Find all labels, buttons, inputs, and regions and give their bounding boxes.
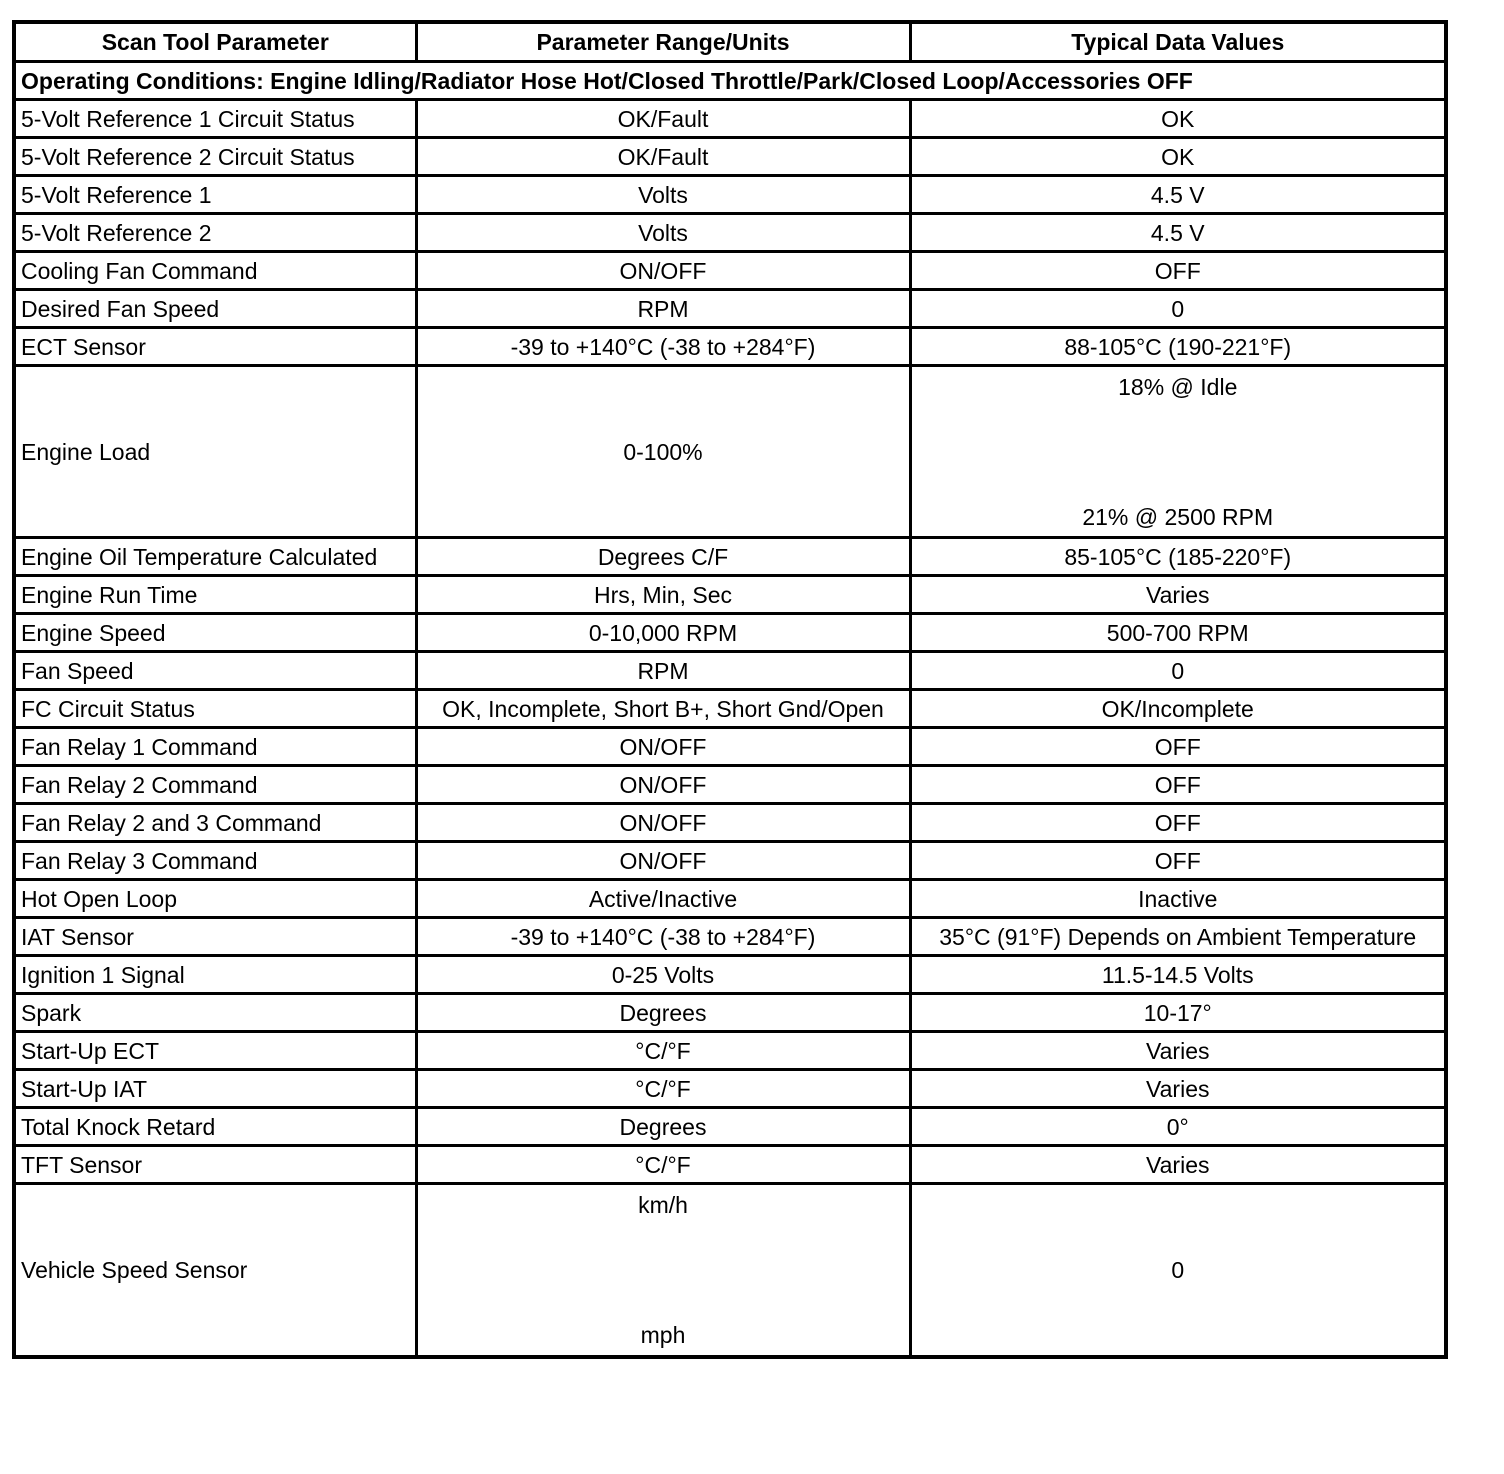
range-cell: 0-25 Volts (416, 956, 910, 994)
range-cell: Degrees (416, 994, 910, 1032)
table-row (14, 1032, 1446, 1070)
parameter-cell: Fan Relay 2 Command (14, 766, 416, 804)
typical-cell: Varies (910, 576, 1446, 614)
table-row (14, 690, 1446, 728)
table-row (14, 214, 1446, 252)
range-cell: °C/°F (416, 1070, 910, 1108)
table-row (14, 1146, 1446, 1184)
table-row (14, 804, 1446, 842)
typical-cell: Inactive (910, 880, 1446, 918)
table-row (14, 1108, 1446, 1146)
typical-cell: 85-105°C (185-220°F) (910, 538, 1446, 576)
typical-cell: 0 (910, 290, 1446, 328)
range-cell: RPM (416, 290, 910, 328)
table-row (14, 614, 1446, 652)
parameter-cell: Fan Relay 3 Command (14, 842, 416, 880)
range-cell: ON/OFF (416, 804, 910, 842)
range-cell: 0-10,000 RPM (416, 614, 910, 652)
typical-cell: OFF (910, 842, 1446, 880)
parameter-cell: IAT Sensor (14, 918, 416, 956)
table-row (14, 576, 1446, 614)
parameter-cell: 5-Volt Reference 2 (14, 214, 416, 252)
table-row (14, 1184, 1446, 1358)
range-cell: -39 to +140°C (-38 to +284°F) (416, 918, 910, 956)
range-cell: Degrees (416, 1108, 910, 1146)
header-row (14, 22, 1446, 62)
typical-bottom: 21% @ 2500 RPM (1082, 503, 1274, 530)
range-cell: OK, Incomplete, Short B+, Short Gnd/Open (416, 690, 910, 728)
range-cell: -39 to +140°C (-38 to +284°F) (416, 328, 910, 366)
typical-cell: 4.5 V (910, 214, 1446, 252)
range-cell: Volts (416, 176, 910, 214)
parameter-cell: Total Knock Retard (14, 1108, 416, 1146)
range-cell: ON/OFF (416, 842, 910, 880)
range-cell (416, 1184, 910, 1358)
typical-stack (917, 374, 1440, 530)
typical-cell: OFF (910, 252, 1446, 290)
range-cell: Active/Inactive (416, 880, 910, 918)
parameter-cell: Engine Run Time (14, 576, 416, 614)
typical-cell: 10-17° (910, 994, 1446, 1032)
parameter-cell: Engine Load (14, 366, 416, 538)
table-row (14, 1070, 1446, 1108)
scan-tool-data-table (12, 20, 1448, 1359)
typical-cell: 0 (910, 652, 1446, 690)
parameter-cell: Spark (14, 994, 416, 1032)
typical-cell: Varies (910, 1032, 1446, 1070)
typical-cell: OFF (910, 728, 1446, 766)
parameter-cell: Ignition 1 Signal (14, 956, 416, 994)
typical-cell: 11.5-14.5 Volts (910, 956, 1446, 994)
parameter-cell: TFT Sensor (14, 1146, 416, 1184)
table-row (14, 880, 1446, 918)
typical-cell: Varies (910, 1070, 1446, 1108)
parameter-cell: Cooling Fan Command (14, 252, 416, 290)
parameter-cell: ECT Sensor (14, 328, 416, 366)
typical-cell: OK (910, 138, 1446, 176)
typical-cell: 4.5 V (910, 176, 1446, 214)
operating-conditions-row (14, 62, 1446, 100)
operating-conditions: Operating Conditions: Engine Idling/Radiator Hose Hot/Closed Throttle/Park/Closed Loop/Accessories OFF (14, 62, 1446, 100)
parameter-cell: Start-Up ECT (14, 1032, 416, 1070)
typical-cell: 0 (910, 1184, 1446, 1358)
table-row (14, 918, 1446, 956)
typical-top: 18% @ Idle (1118, 373, 1238, 400)
table-row (14, 956, 1446, 994)
range-cell: ON/OFF (416, 728, 910, 766)
parameter-cell: Engine Speed (14, 614, 416, 652)
header-parameter: Scan Tool Parameter (14, 22, 416, 62)
table-row (14, 252, 1446, 290)
typical-cell: OFF (910, 766, 1446, 804)
range-cell: ON/OFF (416, 252, 910, 290)
range-cell: Degrees C/F (416, 538, 910, 576)
range-cell: ON/OFF (416, 766, 910, 804)
table-row (14, 652, 1446, 690)
table-row (14, 366, 1446, 538)
parameter-cell: Start-Up IAT (14, 1070, 416, 1108)
parameter-cell: Fan Speed (14, 652, 416, 690)
range-top: km/h (638, 1192, 688, 1218)
parameter-cell: Engine Oil Temperature Calculated (14, 538, 416, 576)
typical-cell: 500-700 RPM (910, 614, 1446, 652)
typical-cell: OK/Incomplete (910, 690, 1446, 728)
range-cell: RPM (416, 652, 910, 690)
range-cell: OK/Fault (416, 100, 910, 138)
typical-cell: 35°C (91°F) Depends on Ambient Temperature (910, 918, 1446, 956)
typical-cell: OK (910, 100, 1446, 138)
table-row (14, 100, 1446, 138)
parameter-cell: Fan Relay 2 and 3 Command (14, 804, 416, 842)
range-cell: °C/°F (416, 1146, 910, 1184)
range-cell: Hrs, Min, Sec (416, 576, 910, 614)
range-stack (423, 1192, 904, 1348)
parameter-cell: Fan Relay 1 Command (14, 728, 416, 766)
range-bottom: mph (640, 1322, 686, 1348)
header-range: Parameter Range/Units (416, 22, 910, 62)
parameter-cell: Hot Open Loop (14, 880, 416, 918)
parameter-cell: 5-Volt Reference 1 Circuit Status (14, 100, 416, 138)
header-typical: Typical Data Values (910, 22, 1446, 62)
range-cell: Volts (416, 214, 910, 252)
table-row (14, 994, 1446, 1032)
parameter-cell: 5-Volt Reference 1 (14, 176, 416, 214)
parameter-cell: Vehicle Speed Sensor (14, 1184, 416, 1358)
range-cell: 0-100% (416, 366, 910, 538)
typical-cell: Varies (910, 1146, 1446, 1184)
table-row (14, 328, 1446, 366)
parameter-cell: Desired Fan Speed (14, 290, 416, 328)
typical-cell: OFF (910, 804, 1446, 842)
table-row (14, 538, 1446, 576)
parameter-cell: FC Circuit Status (14, 690, 416, 728)
table-row (14, 842, 1446, 880)
typical-cell: 88-105°C (190-221°F) (910, 328, 1446, 366)
range-cell: OK/Fault (416, 138, 910, 176)
typical-cell (910, 366, 1446, 538)
table-row (14, 176, 1446, 214)
table-row (14, 766, 1446, 804)
table-row (14, 728, 1446, 766)
table-row (14, 138, 1446, 176)
parameter-cell: 5-Volt Reference 2 Circuit Status (14, 138, 416, 176)
table-row (14, 290, 1446, 328)
range-cell: °C/°F (416, 1032, 910, 1070)
typical-cell: 0° (910, 1108, 1446, 1146)
